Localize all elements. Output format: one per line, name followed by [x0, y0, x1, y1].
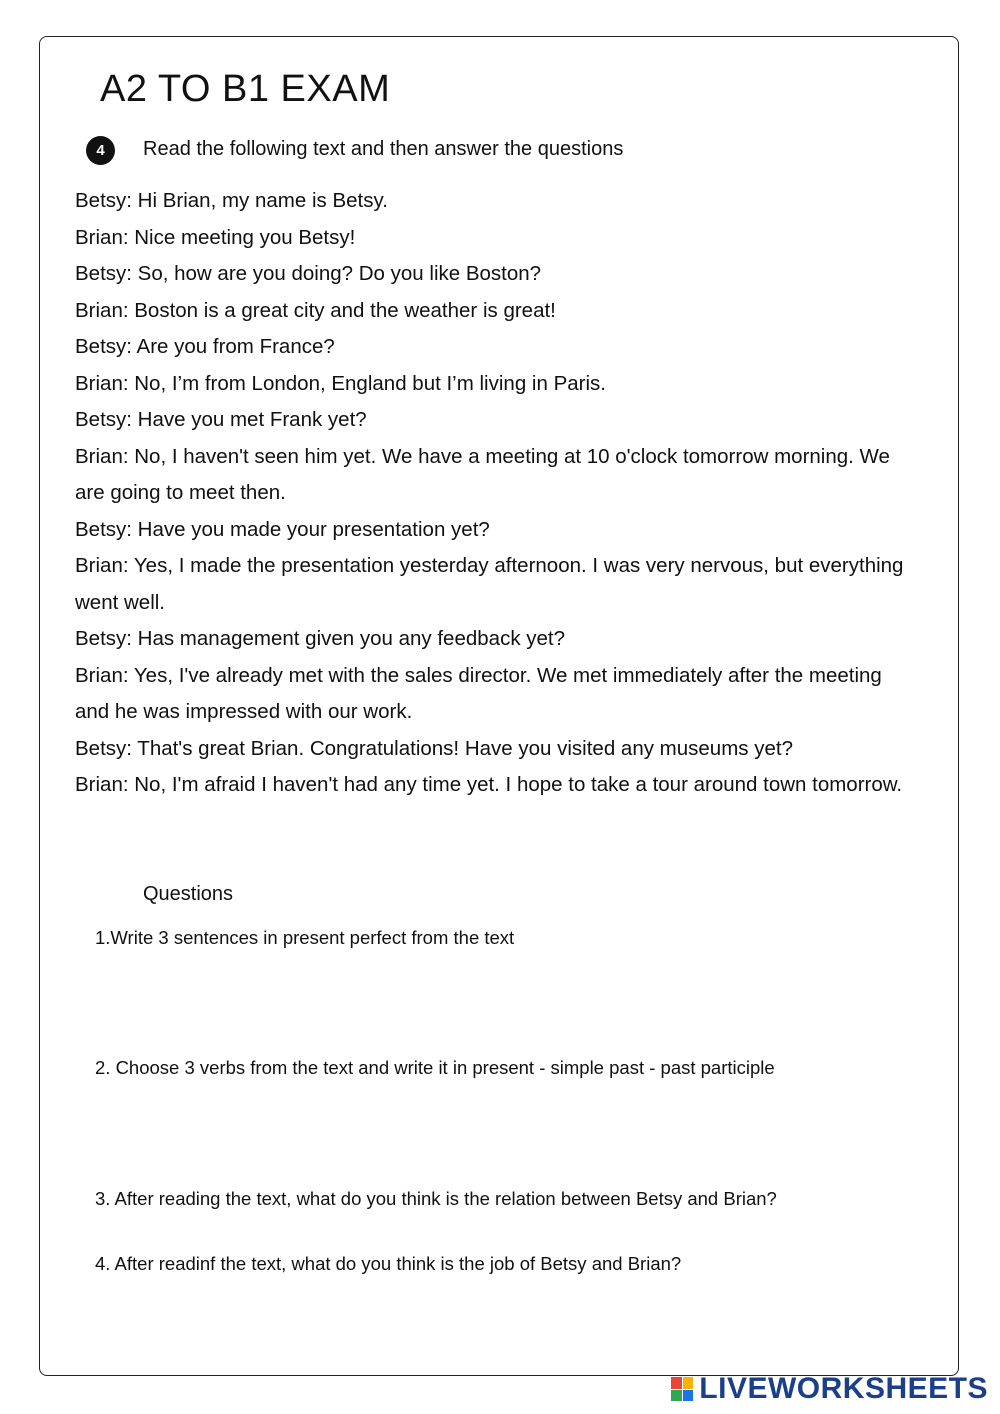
dialogue-line: Brian: Yes, I made the presentation yesterday afternoon. I was very nervous, but everything went well. — [75, 554, 904, 614]
dialogue-line: Brian: No, I’m from London, England but I’m living in Paris. — [75, 371, 606, 395]
dialogue-line: Betsy: Has management given you any feedback yet? — [75, 627, 566, 650]
dialogue-line: Brian: Boston is a great city and the weather is great! — [75, 298, 556, 322]
dialogue-line: Betsy: Hi Brian, my name is Betsy. — [75, 189, 388, 212]
dialogue-line: Brian: Nice meeting you Betsy! — [75, 225, 356, 249]
logo-square — [671, 1377, 682, 1389]
brand-name: LIVEWORKSHEETS — [699, 1372, 988, 1405]
dialogue-text — [75, 183, 905, 804]
liveworksheets-logo-icon — [671, 1377, 693, 1401]
dialogue-line: Betsy: Have you met Frank yet? — [75, 408, 367, 431]
dialogue-line: Brian: No, I'm afraid I haven't had any time yet. I hope to take a tour around town tomorrow. — [75, 773, 903, 796]
question-1: 1.Write 3 sentences in present perfect from the text — [95, 927, 515, 948]
dialogue-line: Betsy: Are you from France? — [75, 335, 335, 358]
dialogue-line: Betsy: Have you made your presentation yet? — [75, 517, 490, 541]
dialogue-line: Betsy: That's great Brian. Congratulations! Have you visited any museums yet? — [75, 736, 793, 760]
page-title: A2 TO B1 EXAM — [100, 68, 391, 110]
logo-square — [671, 1390, 682, 1402]
liveworksheets-brand[interactable] — [671, 1372, 988, 1406]
logo-square — [683, 1377, 694, 1389]
dialogue-line: Brian: No, I haven't seen him yet. We have a meeting at 10 o'clock tomorrow morning. We are going to meet then. — [75, 444, 890, 504]
logo-square — [683, 1390, 694, 1402]
questions-heading: Questions — [143, 883, 234, 905]
dialogue-line: Brian: Yes, I've already met with the sales director. We met immediately after the meeting and he was impressed with our work. — [75, 663, 882, 723]
question-4: 4. After readinf the text, what do you think is the job of Betsy and Brian? — [95, 1253, 682, 1274]
exercise-number-badge: 4 — [86, 136, 115, 165]
question-2: 2. Choose 3 verbs from the text and write it in present - simple past - past participle — [95, 1057, 775, 1078]
dialogue-line: Betsy: So, how are you doing? Do you like Boston? — [75, 262, 542, 285]
exercise-instruction: Read the following text and then answer the questions — [143, 138, 624, 160]
question-3: 3. After reading the text, what do you think is the relation between Betsy and Brian? — [95, 1188, 777, 1209]
